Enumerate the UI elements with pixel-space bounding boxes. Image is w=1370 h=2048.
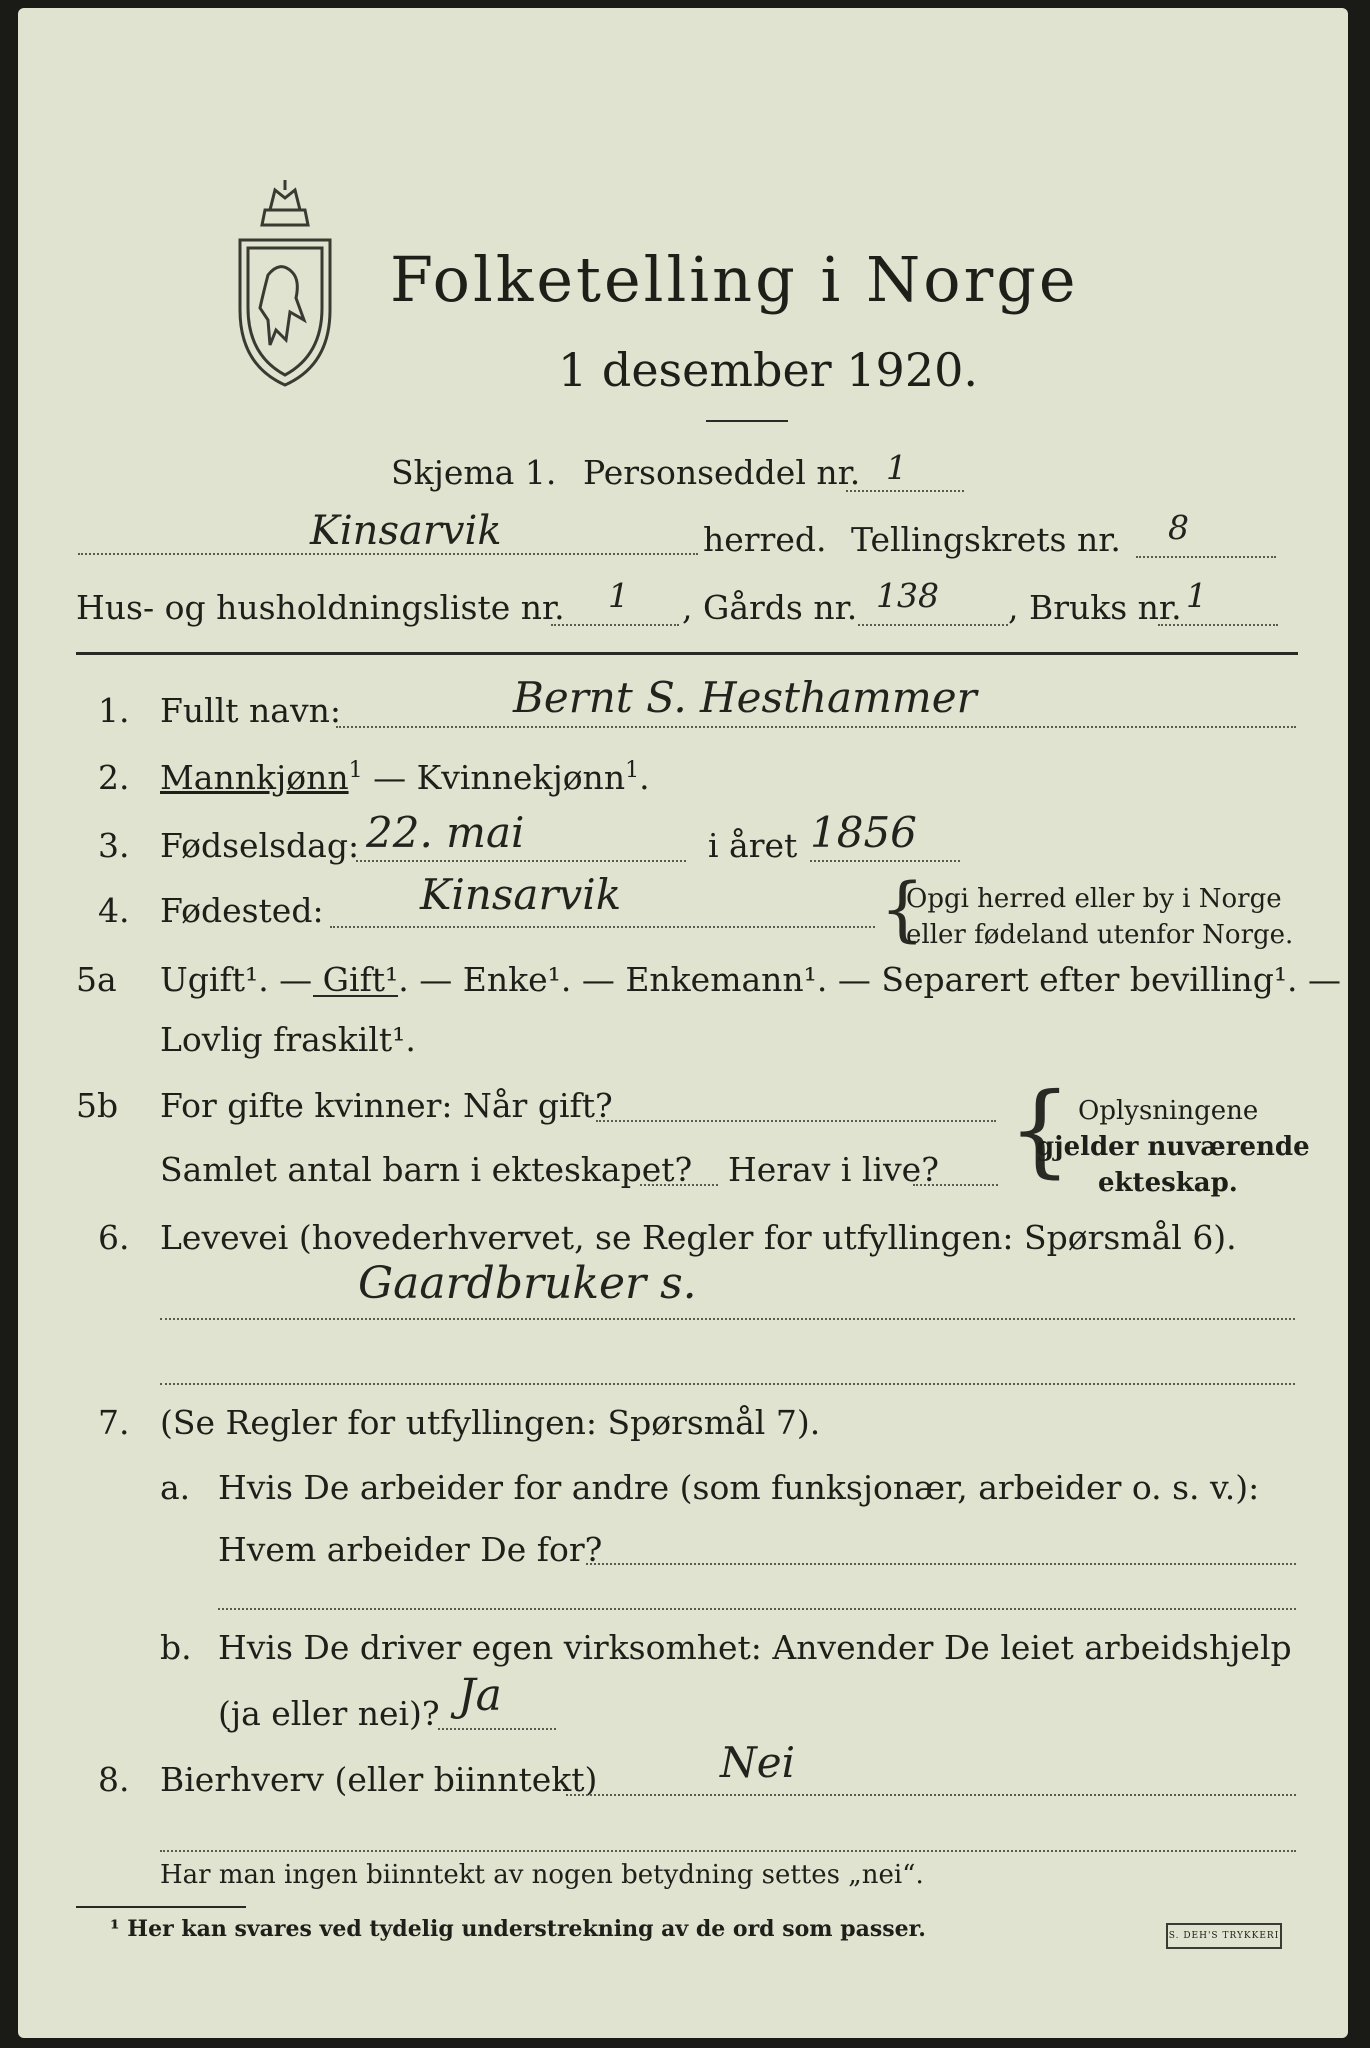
q5b-note-brace: { — [1008, 1071, 1072, 1188]
q3-label: Fødselsdag: — [160, 826, 360, 865]
title-divider — [706, 420, 788, 422]
children-alive-label: Herav i live? — [728, 1150, 939, 1189]
form-title: Folketelling i Norge — [390, 243, 1079, 316]
birthdate-field-line — [356, 860, 686, 862]
employer-field-line — [586, 1563, 1296, 1565]
q5b-note-line3: ekteskap. — [1098, 1168, 1238, 1198]
hired-help-label: (ja eller nei)? — [218, 1694, 440, 1733]
hired-help-field-line — [438, 1728, 556, 1730]
schema-label: Skjema 1. — [391, 453, 557, 492]
q1-label: Fullt navn: — [160, 691, 341, 730]
q7a-text: Hvis De arbeider for andre (som funksjonær, arbeider o. s. v.): — [218, 1468, 1260, 1507]
q2-number: 2. — [98, 758, 130, 797]
printer-stamp: S. DEH'S TRYKKERI — [1166, 1923, 1282, 1949]
occupation-value[interactable]: Gaardbruker s. — [358, 1258, 697, 1309]
q6-number: 6. — [98, 1218, 130, 1257]
no-income-note: Har man ingen biinntekt av nogen betydning settes „nei“. — [160, 1860, 924, 1890]
census-form-page — [18, 8, 1348, 2038]
q5b-note-line2: gjelder nuværende — [1036, 1132, 1310, 1162]
q8-number: 8. — [98, 1760, 130, 1799]
husliste-value[interactable]: 1 — [608, 576, 629, 615]
married-when-label: For gifte kvinner: Når gift? — [160, 1086, 613, 1125]
coat-of-arms-icon — [230, 180, 340, 390]
married-when-field-line — [596, 1120, 996, 1122]
full-name-value[interactable]: Bernt S. Hesthammer — [513, 673, 977, 722]
side-income-field-line — [566, 1794, 1296, 1796]
herred-value[interactable]: Kinsarvik — [310, 508, 502, 554]
q7b-text: Hvis De driver egen virksomhet: Anvender De leiet arbeidshjelp — [218, 1628, 1292, 1667]
q5b-note-line1: Oplysningene — [1078, 1096, 1259, 1126]
marital-status-options[interactable]: Ugift¹. — Gift¹. — Enke¹. — Enkemann¹. — Separert efter bevilling¹. — — [160, 960, 1342, 999]
side-income-value[interactable]: Nei — [720, 1738, 796, 1787]
marital-status-divorced[interactable]: Lovlig fraskilt¹. — [160, 1020, 416, 1059]
birthyear-value[interactable]: 1856 — [810, 808, 917, 857]
gards-value[interactable]: 138 — [876, 576, 939, 615]
husliste-field-line — [551, 624, 679, 626]
q8-label: Bierhverv (eller biinntekt) — [160, 1760, 598, 1799]
bruks-label: , Bruks nr. — [1008, 588, 1182, 627]
q4-note-brace: { — [880, 868, 925, 950]
gift-underline — [313, 995, 398, 997]
q1-number: 1. — [98, 691, 130, 730]
hired-help-value[interactable]: Ja — [458, 1670, 502, 1721]
footnote-rule — [76, 1906, 246, 1908]
side-income-field-line-2 — [160, 1850, 1296, 1852]
gender-male-option[interactable]: Mannkjønn — [160, 758, 349, 797]
census-date: 1 desember 1920. — [558, 343, 978, 397]
birthplace-value[interactable]: Kinsarvik — [420, 870, 622, 919]
q5a-number: 5a — [76, 960, 117, 999]
birthdate-value[interactable]: 22. mai — [366, 808, 525, 857]
children-count-label: Samlet antal barn i ekteskapet? — [160, 1150, 693, 1189]
herred-label: herred. — [703, 520, 827, 559]
q4-label: Fødested: — [160, 891, 324, 930]
q7-number: 7. — [98, 1403, 130, 1442]
children-alive-field-line — [913, 1184, 998, 1186]
occupation-field-line — [160, 1318, 1295, 1320]
bruks-value[interactable]: 1 — [1186, 576, 1207, 615]
q1-field-line — [336, 726, 1296, 728]
bruks-field-line — [1158, 624, 1278, 626]
gards-field-line — [858, 624, 1008, 626]
gards-label: , Gårds nr. — [682, 588, 858, 627]
q4-note-line1: Opgi herred eller by i Norge — [906, 884, 1282, 914]
tellingskrets-label: Tellingskrets nr. — [851, 520, 1121, 559]
personseddel-label: Personseddel nr. — [583, 453, 861, 492]
year-label: i året — [708, 826, 798, 865]
tellingskrets-field-line — [1136, 556, 1276, 558]
gender-female-option[interactable]: Kvinnekjønn — [416, 758, 626, 797]
birthyear-field-line — [810, 860, 960, 862]
footnote: ¹ Her kan svares ved tydelig understrekning av de ord som passer. — [110, 1916, 926, 1942]
header-rule — [76, 652, 1298, 655]
husliste-label: Hus- og husholdningsliste nr. — [76, 588, 565, 627]
occupation-field-line-2 — [160, 1383, 1295, 1385]
children-count-field-line — [640, 1184, 718, 1186]
q5b-number: 5b — [76, 1086, 119, 1125]
employer-field-line-2 — [218, 1608, 1296, 1610]
q7b-letter: b. — [160, 1628, 192, 1667]
q4-number: 4. — [98, 891, 130, 930]
tellingskrets-value[interactable]: 8 — [1168, 508, 1189, 547]
q3-number: 3. — [98, 826, 130, 865]
personseddel-value[interactable]: 1 — [886, 448, 907, 487]
birthplace-field-line — [330, 926, 875, 928]
personseddel-field-line — [846, 490, 964, 492]
employer-label: Hvem arbeider De for? — [218, 1530, 603, 1569]
q7a-letter: a. — [160, 1468, 191, 1507]
gender-options: Mannkjønn$^1$ — Kvinnekjønn$^1$. — [160, 758, 650, 797]
q7-label: (Se Regler for utfyllingen: Spørsmål 7). — [160, 1403, 821, 1442]
q6-label: Levevei (hovederhvervet, se Regler for utfyllingen: Spørsmål 6). — [160, 1218, 1237, 1257]
q4-note-line2: eller fødeland utenfor Norge. — [906, 920, 1294, 950]
